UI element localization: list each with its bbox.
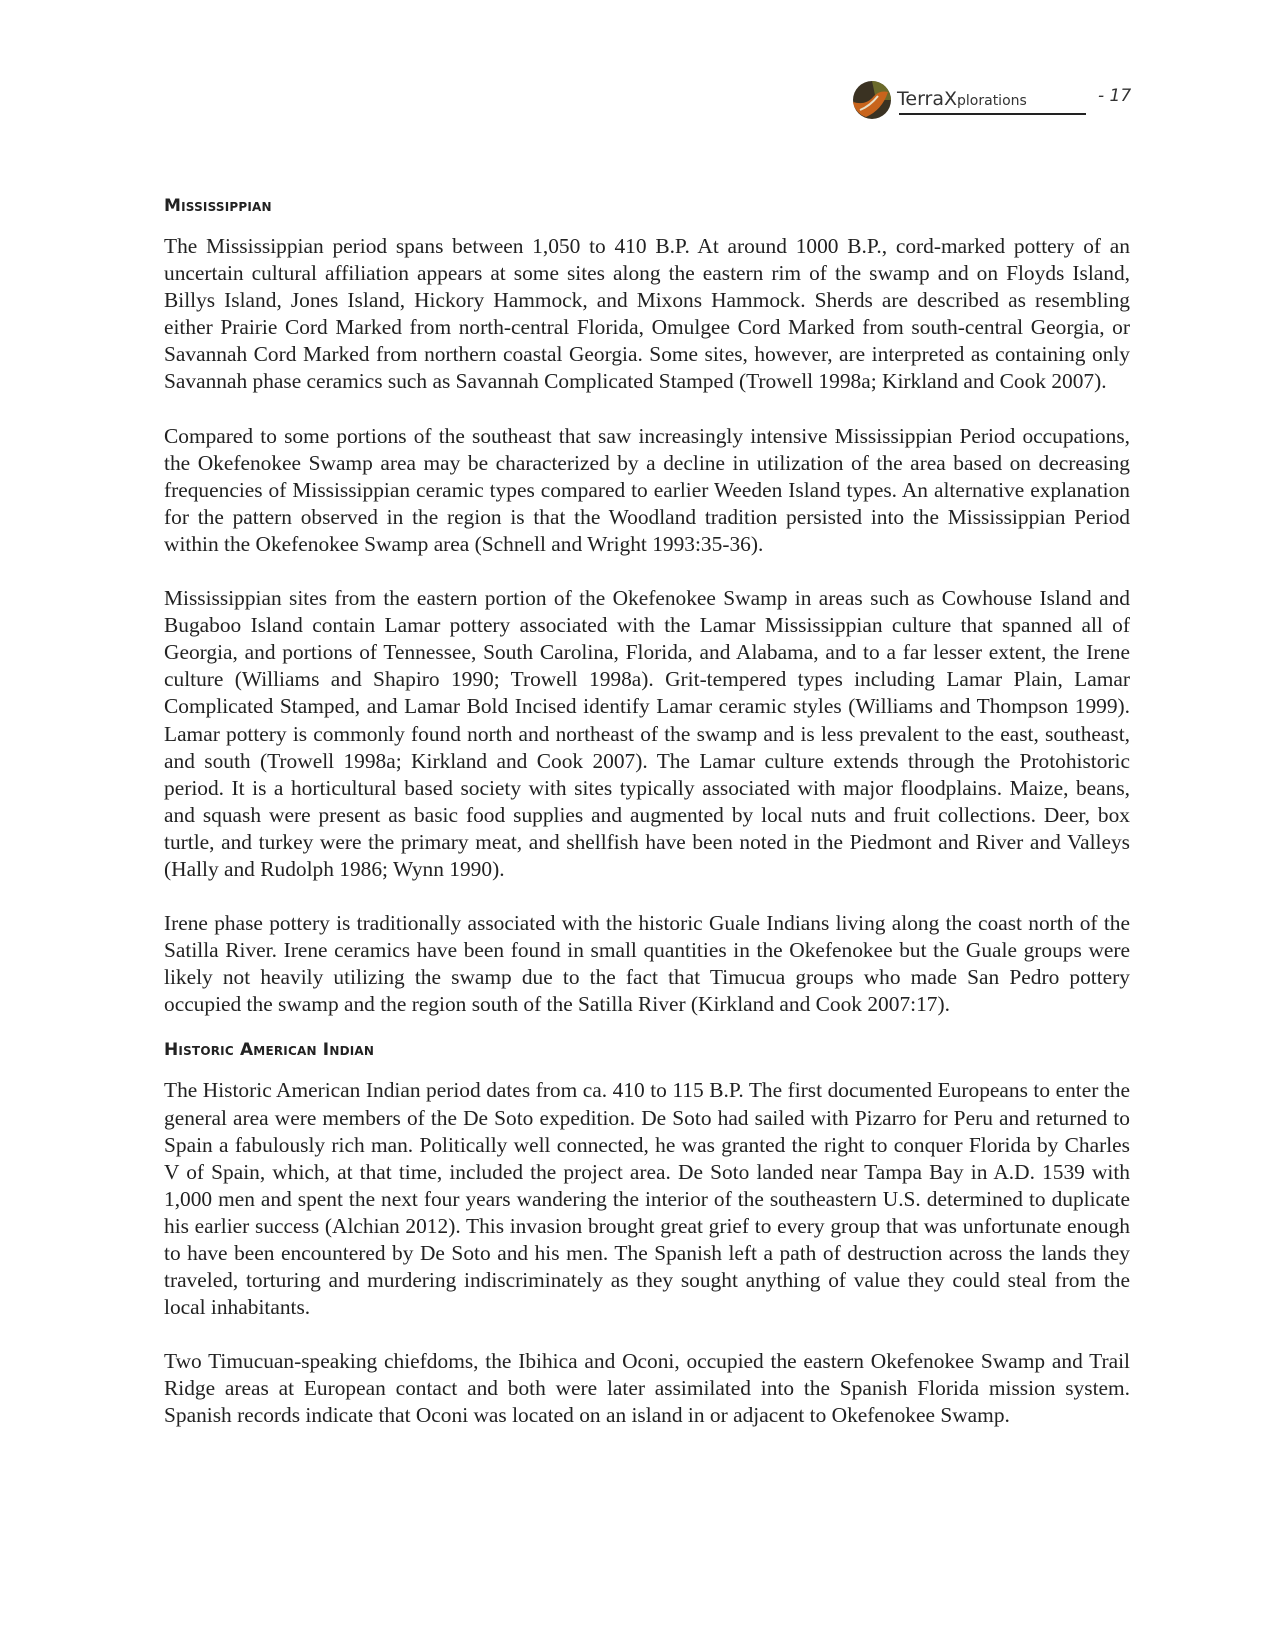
page-body [164,196,1130,1457]
section-historic-american-indian [164,1040,1130,1429]
paragraph: Irene phase pottery is traditionally associated with the historic Guale Indians living along the coast north of the Satilla River. Irene ceramics have been found in small quantities in the Okefenokee but the Guale groups were likely not heavily utilizing the swamp due to the fact that Timucua groups who made San Pedro pottery occupied the swamp and the region south of the Satilla River (Kirkland and Cook 2007:17). [164,911,1130,1017]
terraxplorations-logo-icon [852,80,892,120]
section-heading: Mississippian [164,196,272,216]
section-mississippian [164,196,1130,1018]
brand-name [897,88,1027,110]
header-rule [899,113,1086,115]
brand-name-small: plorations [957,93,1027,109]
brand-name-big: TerraX [897,88,958,110]
paragraph: Two Timucuan-speaking chiefdoms, the Ibihica and Oconi, occupied the eastern Okefenokee Swamp and Trail Ridge areas at European contact and both were later assimilated into the Spanish Florida mission system. Spanish records indicate that Oconi was located on an island in or adjacent to Okefenokee Swamp. [164,1349,1130,1428]
paragraph: The Mississippian period spans between 1,050 to 410 B.P. At around 1000 B.P., cord-marked pottery of an uncertain cultural affiliation appears at some sites along the eastern rim of the swamp and on Floyds Island, Billys Island, Jones Island, Hickory Hammock, and Mixons Hammock. Sherds are described as resembling either Prairie Cord Marked from north-central Florida, Omulgee Cord Marked from south-central Georgia, or Savannah Cord Marked from northern coastal Georgia. Some sites, however, are interpreted as containing only Savannah phase ceramics such as Savannah Complicated Stamped (Trowell 1998a; Kirkland and Cook 2007). [164,234,1130,394]
paragraph: Mississippian sites from the eastern portion of the Okefenokee Swamp in areas such as Cowhouse Island and Bugaboo Island contain Lamar pottery associated with the Lamar Mississippian culture that spanned all of Georgia, and portions of Tennessee, South Carolina, Florida, and Alabama, and to a far lesser extent, the Irene culture (Williams and Shapiro 1990; Trowell 1998a). Grit-tempered types including Lamar Plain, Lamar Complicated Stamped, and Lamar Bold Incised identify Lamar ceramic styles (Williams and Thompson 1999). Lamar pottery is commonly found north and northeast of the swamp and is less prevalent to the east, southeast, and south (Trowell 1998a; Kirkland and Cook 2007). The Lamar culture extends through the Protohistoric period. It is a horticultural based society with sites typically associated with major floodplains. Maize, beans, and squash were present as basic food supplies and augmented by local nuts and fruit collections. Deer, box turtle, and turkey were the primary meat, and shellfish have been noted in the Piedmont and River and Valleys (Hally and Rudolph 1986; Wynn 1990). [164,586,1130,881]
page-header [850,80,1130,122]
page-number: - 17 [1098,86,1132,106]
paragraph: Compared to some portions of the southeast that saw increasingly intensive Mississippian Period occupations, the Okefenokee Swamp area may be characterized by a decline in utilization of the area based on decreasing frequencies of Mississippian ceramic types compared to earlier Weeden Island types. An alternative explanation for the pattern observed in the region is that the Woodland tradition persisted into the Mississippian Period within the Okefenokee Swamp area (Schnell and Wright 1993:35-36). [164,423,1130,556]
paragraph: The Historic American Indian period dates from ca. 410 to 115 B.P. The first documented Europeans to enter the general area were members of the De Soto expedition. De Soto had sailed with Pizarro for Peru and returned to Spain a fabulously rich man. Politically well connected, he was granted the right to conquer Florida by Charles V of Spain, which, at that time, included the project area. De Soto landed near Tampa Bay in A.D. 1539 with 1,000 men and spent the next four years wandering the interior of the southeastern U.S. determined to duplicate his earlier success (Alchian 2012). This invasion brought great grief to every group that was unfortunate enough to have been encountered by De Soto and his men. The Spanish left a path of destruction across the lands they traveled, torturing and murdering indiscriminately as they sought anything of value they could steal from the local inhabitants. [164,1078,1130,1320]
section-heading: Historic American Indian [164,1040,375,1061]
